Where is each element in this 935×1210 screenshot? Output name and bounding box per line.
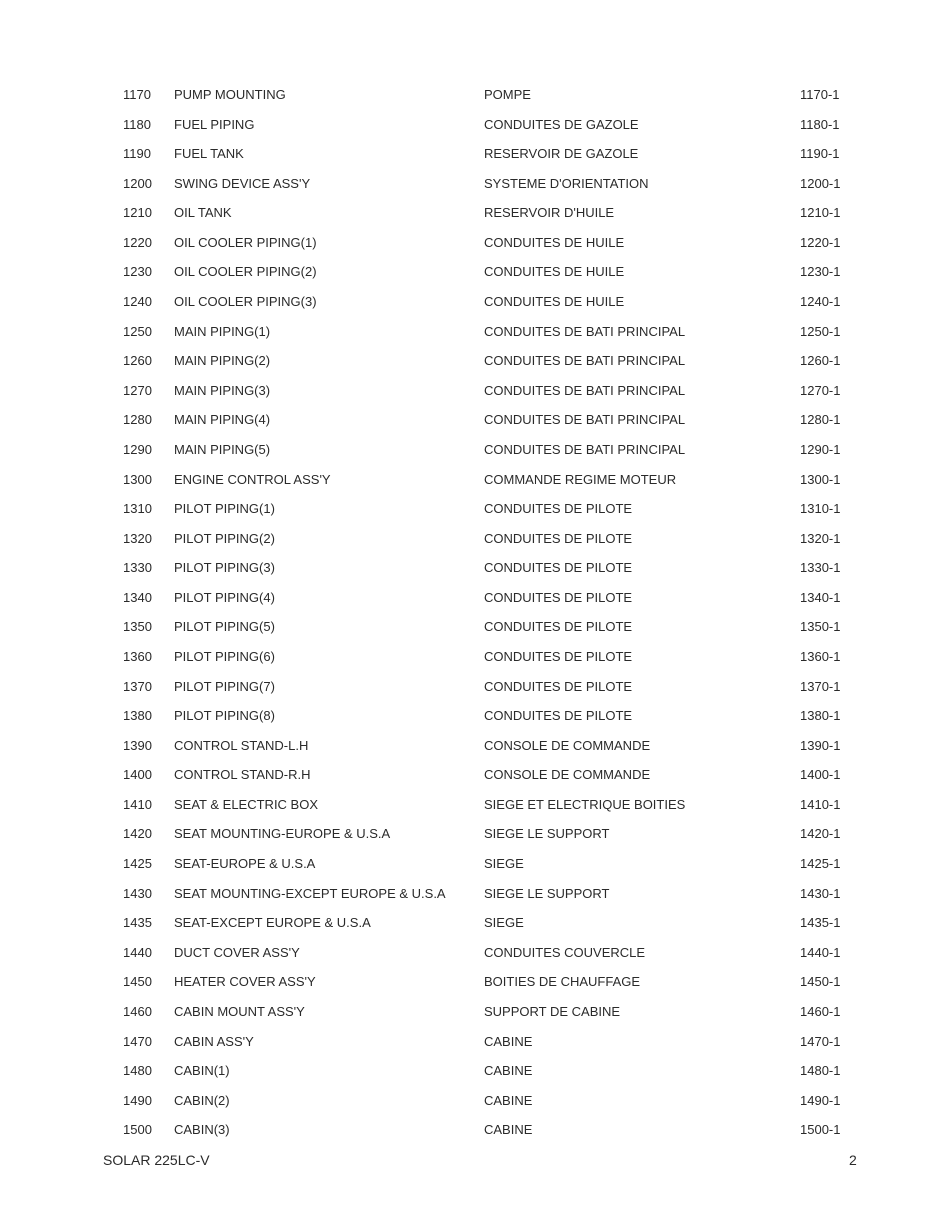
french-title: RESERVOIR D'HUILE xyxy=(484,205,615,221)
section-number: 1330 xyxy=(123,560,152,576)
french-title: CONDUITES DE PILOTE xyxy=(484,619,633,635)
french-title: CABINE xyxy=(484,1092,533,1108)
english-title: MAIN PIPING(1) xyxy=(174,323,271,339)
table-row xyxy=(0,228,935,258)
table-row xyxy=(0,287,935,317)
section-number: 1280 xyxy=(123,412,152,428)
section-number: 1220 xyxy=(123,234,152,250)
table-row xyxy=(0,731,935,761)
french-title: CONDUITES DE PILOTE xyxy=(484,560,633,576)
french-title: CONDUITES DE BATI PRINCIPAL xyxy=(484,353,686,369)
table-row xyxy=(0,257,935,287)
page-reference: 1230-1 xyxy=(800,264,841,280)
english-title: HEATER COVER ASS'Y xyxy=(174,974,316,990)
french-title: CONDUITES DE PILOTE xyxy=(484,648,633,664)
table-row xyxy=(0,1056,935,1086)
table-row xyxy=(0,790,935,820)
table-row xyxy=(0,760,935,790)
page-reference: 1270-1 xyxy=(800,382,841,398)
section-number: 1340 xyxy=(123,589,152,605)
section-number: 1310 xyxy=(123,501,152,517)
page-reference: 1350-1 xyxy=(800,619,841,635)
english-title: PILOT PIPING(3) xyxy=(174,560,275,576)
section-number: 1370 xyxy=(123,678,152,694)
section-number: 1300 xyxy=(123,471,152,487)
english-title: CONTROL STAND-R.H xyxy=(174,767,311,783)
french-title: CONDUITES DE BATI PRINCIPAL xyxy=(484,382,686,398)
french-title: RESERVOIR DE GAZOLE xyxy=(484,146,639,162)
section-number: 1490 xyxy=(123,1092,152,1108)
page-reference: 1435-1 xyxy=(800,915,841,931)
section-number: 1270 xyxy=(123,382,152,398)
french-title: CABINE xyxy=(484,1122,533,1138)
page-reference: 1490-1 xyxy=(800,1092,841,1108)
french-title: CONDUITES DE GAZOLE xyxy=(484,116,639,132)
section-number: 1260 xyxy=(123,353,152,369)
section-number: 1180 xyxy=(123,116,151,132)
table-row xyxy=(0,346,935,376)
page-reference: 1220-1 xyxy=(800,234,841,250)
page-reference: 1180-1 xyxy=(800,116,840,132)
section-number: 1460 xyxy=(123,1003,152,1019)
table-row xyxy=(0,405,935,435)
french-title: CONDUITES DE BATI PRINCIPAL xyxy=(484,412,686,428)
section-number: 1210 xyxy=(123,205,152,221)
english-title: CABIN(2) xyxy=(174,1092,230,1108)
section-number: 1290 xyxy=(123,441,152,457)
english-title: PILOT PIPING(4) xyxy=(174,589,275,605)
page-reference: 1450-1 xyxy=(800,974,841,990)
french-title: CONDUITES DE HUILE xyxy=(484,234,625,250)
index-table xyxy=(0,80,935,1145)
french-title: SIEGE LE SUPPORT xyxy=(484,885,610,901)
page-reference: 1330-1 xyxy=(800,560,841,576)
english-title: PUMP MOUNTING xyxy=(174,87,286,102)
english-title: PILOT PIPING(2) xyxy=(174,530,275,546)
table-row xyxy=(0,317,935,347)
french-title: CONDUITES DE BATI PRINCIPAL xyxy=(484,441,686,457)
page-reference: 1240-1 xyxy=(800,294,841,310)
section-number: 1410 xyxy=(123,796,152,812)
table-row xyxy=(0,967,935,997)
table-row xyxy=(0,642,935,672)
footer-model-title: SOLAR 225LC-V xyxy=(103,1152,210,1168)
table-row xyxy=(0,110,935,140)
french-title: CONDUITES DE BATI PRINCIPAL xyxy=(484,323,686,339)
table-row xyxy=(0,849,935,879)
french-title: BOITIES DE CHAUFFAGE xyxy=(484,974,641,990)
english-title: OIL COOLER PIPING(1) xyxy=(174,234,317,250)
english-title: FUEL TANK xyxy=(174,146,244,162)
english-title: SEAT & ELECTRIC BOX xyxy=(174,796,319,812)
table-row xyxy=(0,997,935,1027)
table-row xyxy=(0,524,935,554)
english-title: DUCT COVER ASS'Y xyxy=(174,944,300,960)
page-reference: 1420-1 xyxy=(800,826,841,842)
french-title: CONDUITES DE HUILE xyxy=(484,294,625,310)
table-row xyxy=(0,198,935,228)
section-number: 1360 xyxy=(123,648,152,664)
english-title: CABIN ASS'Y xyxy=(174,1033,254,1049)
section-number: 1400 xyxy=(123,767,152,783)
english-title: SEAT-EUROPE & U.S.A xyxy=(174,856,316,872)
french-title: CONDUITES COUVERCLE xyxy=(484,944,646,960)
english-title: SWING DEVICE ASS'Y xyxy=(174,175,311,191)
page-reference: 1210-1 xyxy=(800,205,841,221)
english-title: CONTROL STAND-L.H xyxy=(174,737,309,753)
page-reference: 1440-1 xyxy=(800,944,841,960)
french-title: CONDUITES DE PILOTE xyxy=(484,501,633,517)
english-title: SEAT-EXCEPT EUROPE & U.S.A xyxy=(174,915,371,931)
french-title: POMPE xyxy=(484,87,531,102)
section-number: 1435 xyxy=(123,915,152,931)
page-reference: 1320-1 xyxy=(800,530,841,546)
english-title: FUEL PIPING xyxy=(174,116,255,132)
page-reference: 1390-1 xyxy=(800,737,841,753)
french-title: CONSOLE DE COMMANDE xyxy=(484,737,651,753)
page-reference: 1340-1 xyxy=(800,589,841,605)
english-title: MAIN PIPING(3) xyxy=(174,382,271,398)
english-title: PILOT PIPING(5) xyxy=(174,619,275,635)
english-title: OIL TANK xyxy=(174,205,232,221)
section-number: 1380 xyxy=(123,708,152,724)
section-number: 1440 xyxy=(123,944,152,960)
french-title: CONDUITES DE PILOTE xyxy=(484,708,633,724)
section-number: 1200 xyxy=(123,175,152,191)
page-reference: 1480-1 xyxy=(800,1063,841,1079)
english-title: MAIN PIPING(4) xyxy=(174,412,271,428)
page-reference: 1360-1 xyxy=(800,648,841,664)
page-reference: 1500-1 xyxy=(800,1122,841,1138)
page-reference: 1170-1 xyxy=(800,87,840,102)
section-number: 1470 xyxy=(123,1033,152,1049)
french-title: SIEGE xyxy=(484,856,524,872)
french-title: CONDUITES DE PILOTE xyxy=(484,589,633,605)
page-reference: 1460-1 xyxy=(800,1003,841,1019)
page-reference: 1190-1 xyxy=(800,146,840,162)
french-title: CONSOLE DE COMMANDE xyxy=(484,767,651,783)
french-title: CABINE xyxy=(484,1033,533,1049)
table-row xyxy=(0,583,935,613)
table-row xyxy=(0,908,935,938)
english-title: CABIN MOUNT ASS'Y xyxy=(174,1003,305,1019)
table-row xyxy=(0,435,935,465)
english-title: MAIN PIPING(2) xyxy=(174,353,271,369)
section-number: 1390 xyxy=(123,737,152,753)
french-title: COMMANDE REGIME MOTEUR xyxy=(484,471,677,487)
english-title: OIL COOLER PIPING(2) xyxy=(174,264,317,280)
page-reference: 1260-1 xyxy=(800,353,841,369)
table-row xyxy=(0,879,935,909)
table-row xyxy=(0,465,935,495)
page-reference: 1290-1 xyxy=(800,441,841,457)
table-row xyxy=(0,612,935,642)
page-reference: 1380-1 xyxy=(800,708,841,724)
section-number: 1170 xyxy=(123,87,151,102)
table-row xyxy=(0,1086,935,1116)
french-title: SIEGE LE SUPPORT xyxy=(484,826,610,842)
section-number: 1425 xyxy=(123,856,152,872)
english-title: ENGINE CONTROL ASS'Y xyxy=(174,471,331,487)
table-row xyxy=(0,376,935,406)
table-row xyxy=(0,494,935,524)
page-reference: 1200-1 xyxy=(800,175,841,191)
table-row xyxy=(0,819,935,849)
french-title: CONDUITES DE PILOTE xyxy=(484,678,633,694)
section-number: 1420 xyxy=(123,826,152,842)
english-title: CABIN(1) xyxy=(174,1063,230,1079)
page-reference: 1370-1 xyxy=(800,678,841,694)
page-reference: 1250-1 xyxy=(800,323,841,339)
english-title: PILOT PIPING(6) xyxy=(174,648,275,664)
english-title: MAIN PIPING(5) xyxy=(174,441,271,457)
english-title: SEAT MOUNTING-EUROPE & U.S.A xyxy=(174,826,391,842)
section-number: 1430 xyxy=(123,885,152,901)
english-title: PILOT PIPING(8) xyxy=(174,708,275,724)
page-reference: 1410-1 xyxy=(800,796,841,812)
table-row xyxy=(0,80,935,110)
table-row xyxy=(0,553,935,583)
section-number: 1480 xyxy=(123,1063,152,1079)
section-number: 1190 xyxy=(123,146,151,162)
page-reference: 1425-1 xyxy=(800,856,841,872)
section-number: 1450 xyxy=(123,974,152,990)
section-number: 1350 xyxy=(123,619,152,635)
table-row xyxy=(0,701,935,731)
page-reference: 1310-1 xyxy=(800,501,841,517)
section-number: 1230 xyxy=(123,264,152,280)
english-title: OIL COOLER PIPING(3) xyxy=(174,294,317,310)
section-number: 1240 xyxy=(123,294,152,310)
section-number: 1320 xyxy=(123,530,152,546)
french-title: SIEGE xyxy=(484,915,524,931)
table-row xyxy=(0,1115,935,1145)
french-title: SIEGE ET ELECTRIQUE BOITIES xyxy=(484,796,686,812)
page-reference: 1430-1 xyxy=(800,885,841,901)
page-reference: 1470-1 xyxy=(800,1033,841,1049)
page-reference: 1300-1 xyxy=(800,471,841,487)
page-reference: 1280-1 xyxy=(800,412,841,428)
french-title: SUPPORT DE CABINE xyxy=(484,1003,621,1019)
table-row xyxy=(0,1027,935,1057)
english-title: CABIN(3) xyxy=(174,1122,230,1138)
french-title: SYSTEME D'ORIENTATION xyxy=(484,175,649,191)
table-row xyxy=(0,139,935,169)
french-title: CABINE xyxy=(484,1063,533,1079)
english-title: SEAT MOUNTING-EXCEPT EUROPE & U.S.A xyxy=(174,885,446,901)
section-number: 1250 xyxy=(123,323,152,339)
section-number: 1500 xyxy=(123,1122,152,1138)
table-row xyxy=(0,672,935,702)
english-title: PILOT PIPING(1) xyxy=(174,501,275,517)
footer-page-number: 2 xyxy=(849,1152,857,1168)
page-reference: 1400-1 xyxy=(800,767,841,783)
french-title: CONDUITES DE HUILE xyxy=(484,264,625,280)
english-title: PILOT PIPING(7) xyxy=(174,678,275,694)
table-row xyxy=(0,938,935,968)
table-row xyxy=(0,169,935,199)
french-title: CONDUITES DE PILOTE xyxy=(484,530,633,546)
